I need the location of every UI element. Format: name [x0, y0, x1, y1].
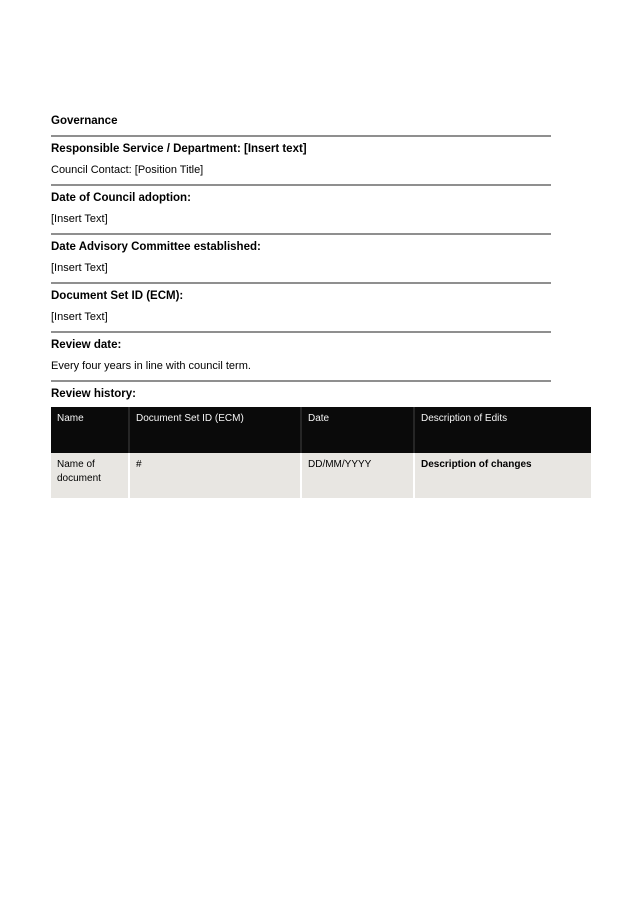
section-heading-review-date: Review date:	[51, 339, 122, 351]
document-content	[51, 114, 591, 498]
cell-name: Name of document	[51, 453, 129, 498]
column-header-date: Date	[301, 407, 414, 453]
review-history-table	[51, 407, 591, 498]
horizontal-rule	[51, 282, 551, 284]
column-header-ecm: Document Set ID (ECM)	[129, 407, 301, 453]
horizontal-rule	[51, 233, 551, 235]
cell-description: Description of changes	[414, 453, 591, 498]
section-body-council-adoption: [Insert Text]	[51, 213, 108, 225]
cell-date: DD/MM/YYYY	[301, 453, 414, 498]
table-header-row	[51, 407, 591, 453]
horizontal-rule	[51, 331, 551, 333]
section-body-council-contact: Council Contact: [Position Title]	[51, 164, 204, 176]
horizontal-rule	[51, 380, 551, 382]
cell-ecm: #	[129, 453, 301, 498]
section-heading-document-set-id: Document Set ID (ECM):	[51, 290, 184, 302]
horizontal-rule	[51, 135, 551, 137]
section-body-document-set-id: [Insert Text]	[51, 311, 108, 323]
section-heading-advisory-committee: Date Advisory Committee established:	[51, 241, 261, 253]
column-header-description: Description of Edits	[414, 407, 591, 453]
section-heading-council-adoption: Date of Council adoption:	[51, 192, 191, 204]
section-body-advisory-committee: [Insert Text]	[51, 262, 108, 274]
section-heading-governance: Governance	[51, 115, 118, 127]
section-body-review-date: Every four years in line with council term.	[51, 360, 251, 372]
horizontal-rule	[51, 184, 551, 186]
table-row	[51, 453, 591, 498]
section-heading-review-history: Review history:	[51, 388, 136, 400]
column-header-name: Name	[51, 407, 129, 453]
section-heading-responsible-service: Responsible Service / Department: [Insert text]	[51, 143, 307, 155]
